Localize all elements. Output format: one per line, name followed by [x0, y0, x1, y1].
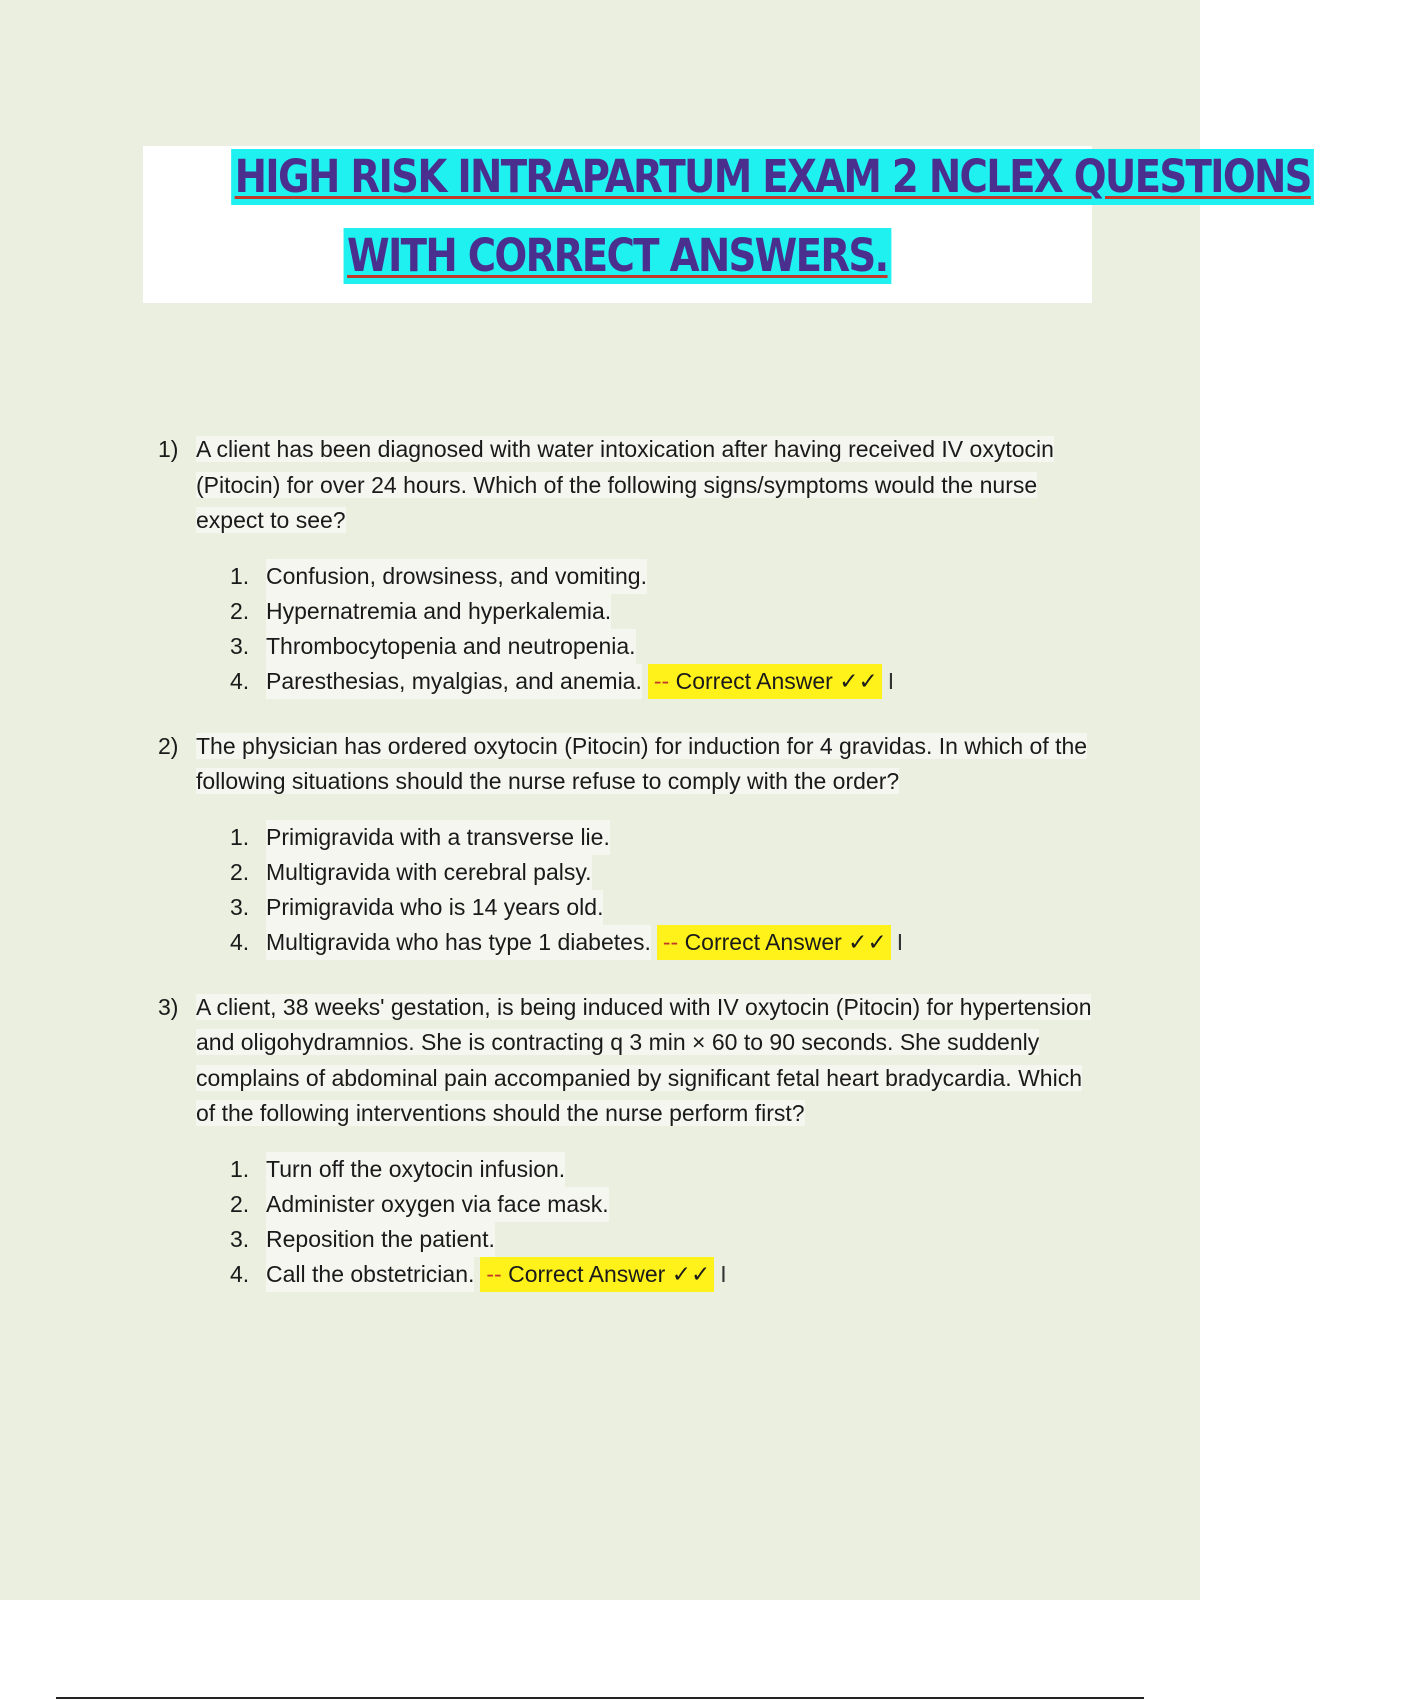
title-line-1-wrap — [143, 149, 1311, 205]
option-1 — [230, 820, 1098, 855]
option-number: 3. — [230, 893, 250, 920]
option-number: 4. — [230, 1260, 250, 1287]
option-1 — [230, 559, 1098, 594]
option-2 — [230, 1187, 1098, 1222]
correct-answer-marker — [648, 664, 882, 699]
option-3 — [230, 629, 1098, 664]
question-row — [158, 990, 1098, 1132]
answer-suffix: I — [887, 667, 895, 694]
answer-label: Correct Answer ✓✓ — [675, 667, 878, 694]
option-number: 1. — [230, 823, 250, 850]
option-4 — [230, 1257, 1098, 1292]
footer-divider — [56, 1697, 1144, 1699]
option-text: Thrombocytopenia and neutropenia. — [266, 629, 636, 664]
answer-dash: -- — [653, 667, 670, 694]
question-text-block — [196, 432, 1098, 539]
option-number: 1. — [230, 1155, 250, 1182]
option-3 — [230, 890, 1098, 925]
answer-label: Correct Answer ✓✓ — [684, 928, 887, 955]
option-text: Multigravida who has type 1 diabetes. — [266, 925, 651, 960]
option-number: 4. — [230, 667, 250, 694]
option-number: 3. — [230, 1225, 250, 1252]
option-text: Multigravida with cerebral palsy. — [266, 855, 592, 890]
option-list — [230, 820, 1098, 960]
answer-suffix: I — [896, 928, 904, 955]
question-list — [158, 432, 1098, 1322]
question-text: A client has been diagnosed with water intoxication after having received IV oxytocin (Pitocin) for over 24 hours. Which of the following signs/symptoms would the nurse expect to see? — [196, 436, 1054, 533]
option-text: Turn off the oxytocin infusion. — [266, 1152, 565, 1187]
option-list — [230, 1152, 1098, 1292]
option-text: Call the obstetrician. — [266, 1257, 474, 1292]
option-4 — [230, 664, 1098, 699]
option-text: Administer oxygen via face mask. — [266, 1187, 609, 1222]
correct-answer-marker — [480, 1257, 714, 1292]
question-text: A client, 38 weeks' gestation, is being induced with IV oxytocin (Pitocin) for hypertension and oligohydramnios. She is contracting q 3 min × 60 to 90 seconds. She suddenly complains of abdominal pain accompanied by significant fetal heart bradycardia. Which of the following interventions should the nurse perform first? — [196, 993, 1092, 1126]
answer-dash: -- — [486, 1260, 502, 1287]
option-text: Hypernatremia and hyperkalemia. — [266, 594, 611, 629]
answer-label: Correct Answer ✓✓ — [508, 1260, 711, 1287]
title-line-2-wrap — [143, 228, 1092, 284]
option-1 — [230, 1152, 1098, 1187]
title-line-1: HIGH RISK INTRAPARTUM EXAM 2 NCLEX QUESTIONS — [231, 149, 1314, 205]
question-1 — [158, 432, 1098, 699]
question-number: 2) — [158, 732, 179, 759]
option-2 — [230, 855, 1098, 890]
option-number: 2. — [230, 1190, 250, 1217]
question-text-block — [196, 990, 1098, 1132]
option-3 — [230, 1222, 1098, 1257]
option-text: Reposition the patient. — [266, 1222, 495, 1257]
answer-suffix: I — [720, 1260, 727, 1287]
option-text: Paresthesias, myalgias, and anemia. — [266, 664, 642, 699]
option-number: 2. — [230, 597, 250, 624]
option-number: 3. — [230, 632, 250, 659]
option-text: Primigravida with a transverse lie. — [266, 820, 610, 855]
question-2 — [158, 729, 1098, 960]
title-line-2: WITH CORRECT ANSWERS. — [344, 228, 891, 284]
question-text-block — [196, 729, 1098, 800]
question-row — [158, 729, 1098, 800]
option-text: Primigravida who is 14 years old. — [266, 890, 603, 925]
option-list — [230, 559, 1098, 699]
option-4 — [230, 925, 1098, 960]
option-number: 1. — [230, 562, 250, 589]
question-number: 1) — [158, 436, 179, 462]
option-2 — [230, 594, 1098, 629]
correct-answer-marker — [657, 925, 891, 960]
answer-dash: -- — [662, 928, 679, 955]
question-text: The physician has ordered oxytocin (Pitocin) for induction for 4 gravidas. In which of the following situations should the nurse refuse to comply with the order? — [196, 732, 1088, 794]
question-number: 3) — [158, 993, 179, 1020]
question-row — [158, 432, 1098, 539]
option-text: Confusion, drowsiness, and vomiting. — [266, 559, 647, 594]
question-3 — [158, 990, 1098, 1292]
option-number: 2. — [230, 858, 250, 885]
title-box — [143, 146, 1311, 303]
option-number: 4. — [230, 928, 250, 955]
